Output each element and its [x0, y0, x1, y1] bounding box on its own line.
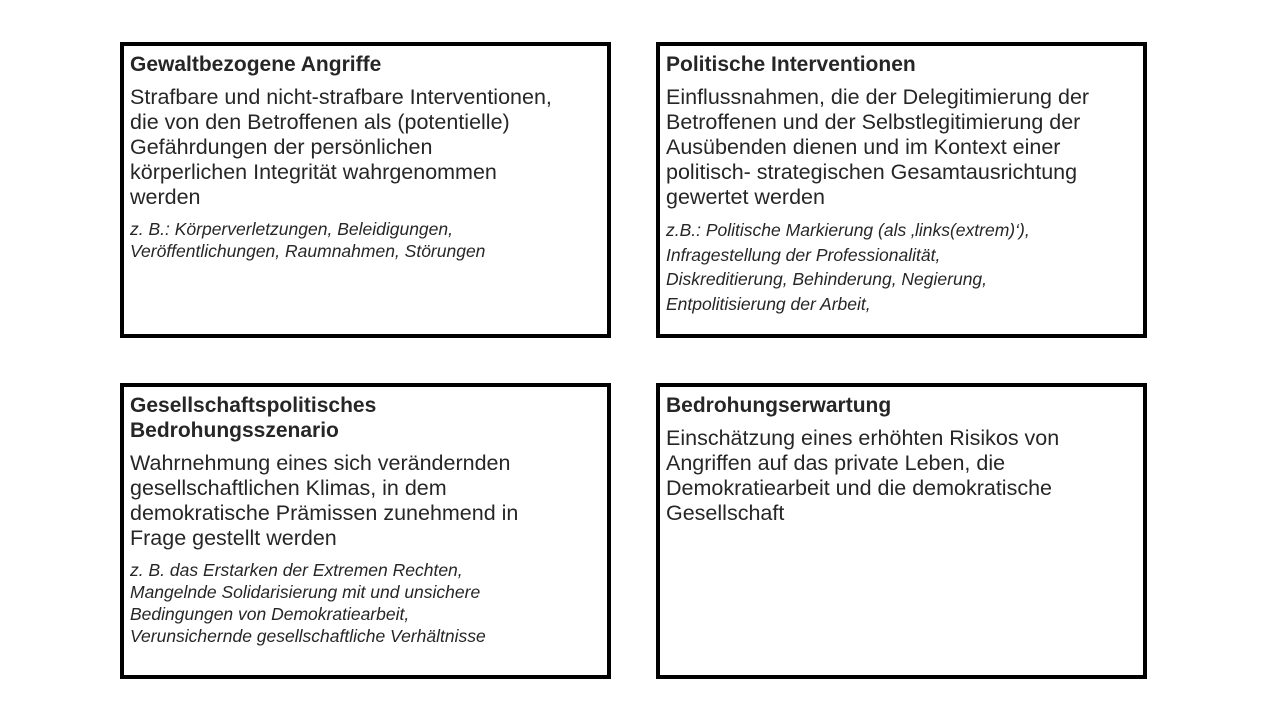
- example-line: z.B.: Politische Markierung (als ‚links(extrem)‘),: [666, 220, 1030, 240]
- example-line: Entpolitisierung der Arbeit,: [666, 293, 871, 314]
- example-line: z. B.: Körperverletzungen, Beleidigungen,: [130, 219, 453, 239]
- category-box-gewaltbezogene-angriffe: [120, 42, 611, 338]
- box-description: [666, 85, 1137, 210]
- description-line: demokratische Prämissen zunehmend in: [130, 501, 519, 525]
- description-line: Strafbare und nicht-strafbare Interventionen,: [130, 85, 552, 109]
- title-line: Bedrohungserwartung: [666, 394, 892, 417]
- description-line: Demokratiearbeit und die demokratische: [666, 476, 1053, 500]
- description-line: Angriffen auf das private Leben, die: [666, 451, 1006, 475]
- example-line: Verunsichernde gesellschaftliche Verhältnisse: [130, 626, 486, 646]
- description-line: die von den Betroffenen als (potentielle): [130, 110, 510, 134]
- box-title: [666, 52, 1137, 77]
- description-line: Frage gestellt werden: [130, 526, 337, 550]
- box-description: [130, 451, 601, 551]
- title-line: Gesellschaftspolitisches: [130, 394, 377, 417]
- example-line: Bedingungen von Demokratiearbeit,: [130, 604, 410, 624]
- description-line: gesellschaftlichen Klimas, in dem: [130, 476, 447, 500]
- title-line: Bedrohungsszenario: [130, 419, 339, 442]
- box-description: [130, 85, 601, 210]
- box-examples: [666, 218, 1137, 316]
- box-title: [130, 393, 601, 443]
- example-line: Veröffentlichungen, Raumnahmen, Störungen: [130, 241, 486, 261]
- title-line: Politische Interventionen: [666, 53, 916, 76]
- category-box-gesellschaftspolitisches-bedrohungsszenario: [120, 383, 611, 679]
- box-description: [666, 426, 1137, 526]
- example-line: Diskreditierung, Behinderung, Negierung,: [666, 269, 988, 289]
- description-line: Gesellschaft: [666, 501, 785, 525]
- example-line: z. B. das Erstarken der Extremen Rechten,: [130, 560, 463, 580]
- description-line: werden: [130, 185, 201, 209]
- category-box-bedrohungserwartung: [656, 383, 1147, 679]
- category-box-politische-interventionen: [656, 42, 1147, 338]
- box-examples: [130, 218, 601, 262]
- description-line: körperlichen Integrität wahrgenommen: [130, 160, 497, 184]
- example-line: Mangelnde Solidarisierung mit und unsichere: [130, 582, 481, 602]
- description-line: Einschätzung eines erhöhten Risikos von: [666, 426, 1060, 450]
- description-line: Betroffenen und der Selbstlegitimierung der: [666, 110, 1081, 134]
- box-title: [130, 52, 601, 77]
- description-line: politisch- strategischen Gesamtausrichtung: [666, 160, 1078, 184]
- example-line: Infragestellung der Professionalität,: [666, 244, 941, 265]
- description-line: Gefährdungen der persönlichen: [130, 135, 433, 159]
- description-line: gewertet werden: [666, 185, 825, 209]
- description-line: Einflussnahmen, die der Delegitimierung der: [666, 85, 1090, 109]
- description-line: Ausübenden dienen und im Kontext einer: [666, 135, 1061, 159]
- title-line: Gewaltbezogene Angriffe: [130, 53, 382, 76]
- box-examples: [130, 559, 601, 647]
- box-title: [666, 393, 1137, 418]
- description-line: Wahrnehmung eines sich verändernden: [130, 451, 511, 475]
